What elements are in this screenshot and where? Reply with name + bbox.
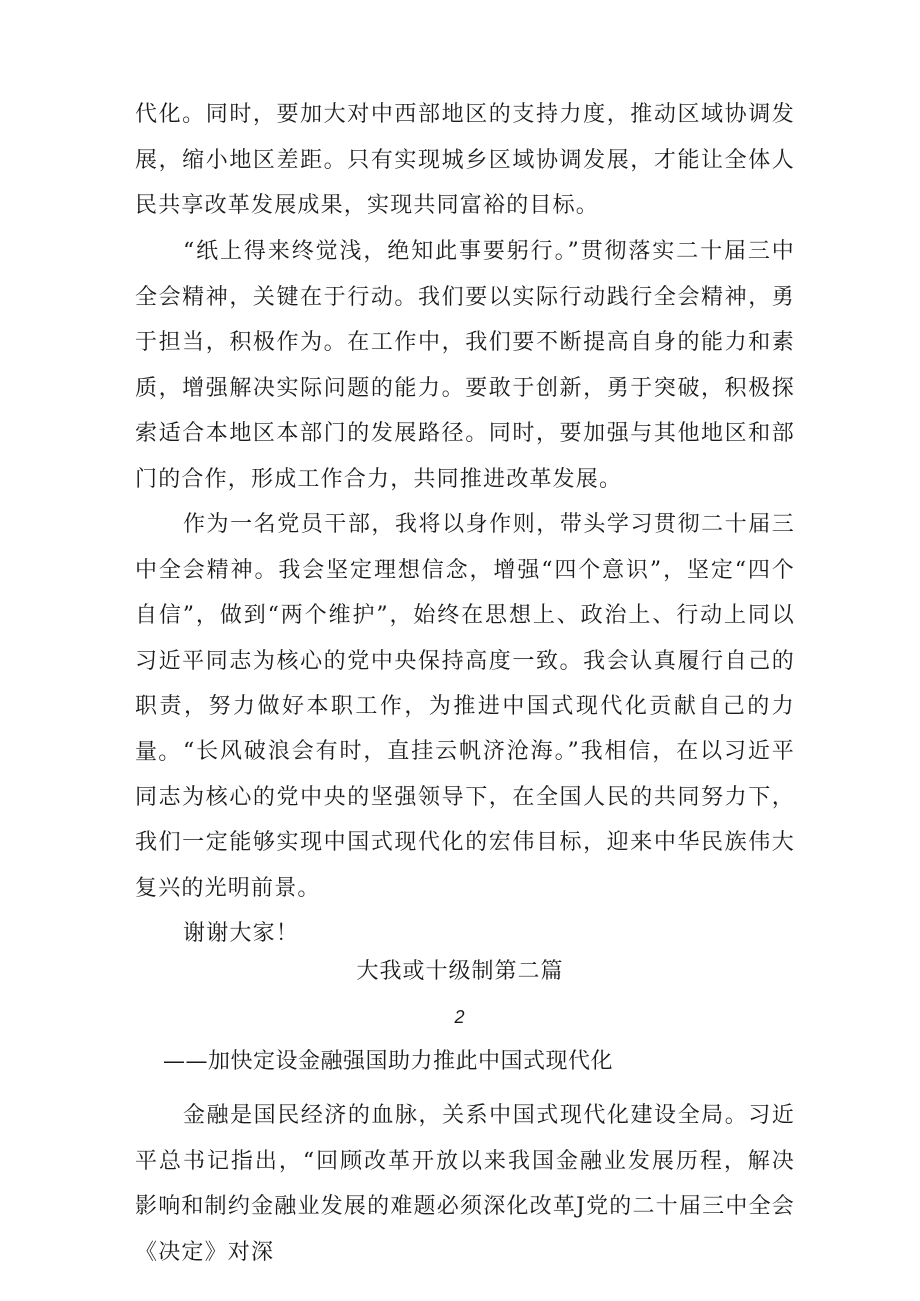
body-paragraph-2: “纸上得来终觉浅，绝知此事要躬行。”贯彻落实二十届三中全会精神，关键在于行动。我们要以实际行动践行全会精神，勇于担当，积极作为。在工作中，我们要不断提高自身的能力和素质，增强解决实际问题的能力。要敢于创新，勇于突破，积极探索适合本地区本部门的发展路径。同时，要加强与其他地区和部门的合作，形成工作合力，共同推进改革发展。 (135, 239, 795, 492)
body-paragraph-5: 金融是国民经济的血脉，关系中国式现代化建设全局。习近平总书记指出，“回顾改革开放以来我国金融业发展历程，解决影响和制约金融业发展的难题必须深化改革J党的二十届三中全会《决定》对深 (135, 1103, 795, 1265)
body-paragraph-1: 代化。同时，要加大对中西部地区的支持力度，推动区域协调发展，缩小地区差距。只有实现城乡区域协调发展，才能让全体人民共享改革发展成果，实现共同富裕的目标。 (135, 102, 795, 218)
page-number: 2 (454, 1007, 466, 1027)
section-subtitle: ——加快定设金融强国助力推此中国式现代化 (163, 1049, 614, 1074)
closing-remark: 谢谢大家！ (183, 921, 300, 946)
body-paragraph-3: 作为一名党员干部，我将以身作则，带头学习贯彻二十届三中全会精神。我会坚定理想信念，增强“四个意识”，坚定“四个自信”，做到“两个维护”，始终在思想上、政治上、行动上同以习近平同志为核心的党中央保持高度一致。我会认真履行自己的职责，努力做好本职工作，为推进中国式现代化贡献自己的力量。 (135, 512, 795, 765)
section-heading: 大我或十级制第二篇 (356, 959, 564, 984)
body-paragraph-4: “长风破浪会有时，直挂云帆济沧海。”我相信，在以习近平同志为核心的党中央的坚强领导下，在全国人民的共同努力下，我们一定能够实现中国式现代化的宏伟目标，迎来中华民族伟大复兴的光明前景。 (135, 739, 795, 901)
